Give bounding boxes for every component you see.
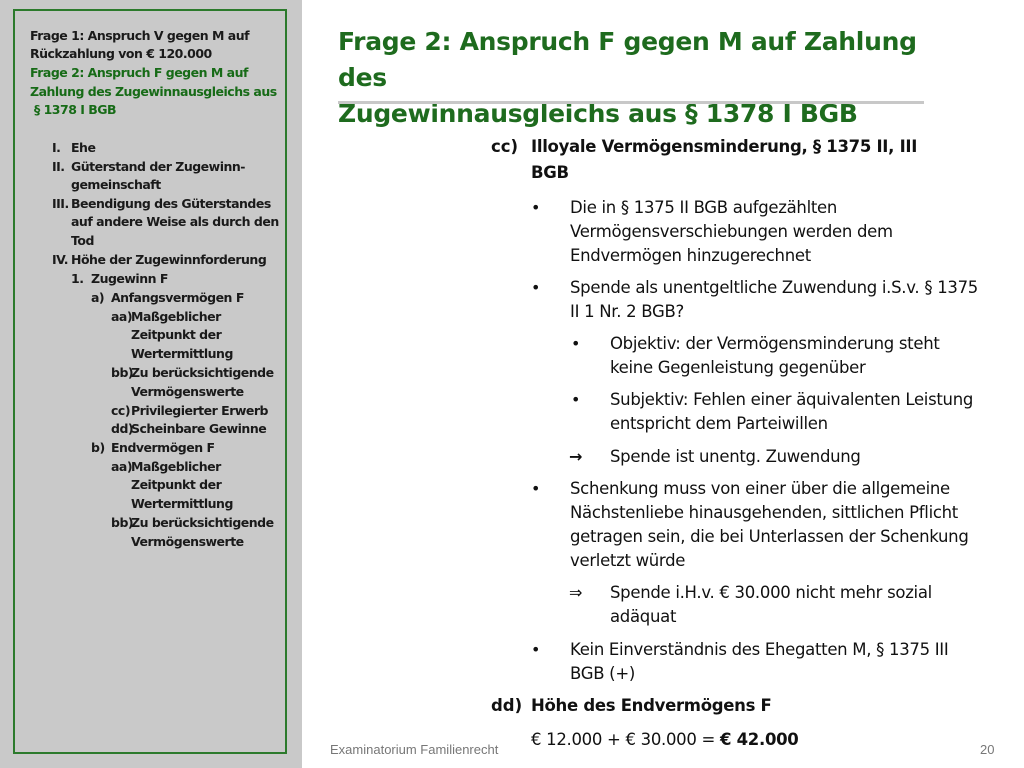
page-title-line2: Zugewinnausgleichs aus § 1378 I BGB	[338, 99, 858, 128]
outline-item-vermoegenswerte-cont: Vermögenswerte	[131, 384, 244, 399]
bullet-icon: •	[531, 479, 541, 498]
outline-num: III.	[52, 196, 69, 211]
section-heading-cc-cont: BGB	[531, 163, 569, 182]
bullet-text: Objektiv: der Vermögensminderung steht	[610, 334, 940, 353]
outline-item-gueterstand-cont: gemeinschaft	[71, 177, 161, 192]
calculation-terms: € 12.000 + € 30.000 =	[531, 730, 720, 749]
outline-item-zeitpunkt-cont: Zeitpunkt der	[131, 327, 222, 342]
conclusion-text: adäquat	[610, 607, 677, 626]
outline-num: aa)	[111, 459, 133, 474]
bullet-text: Kein Einverständnis des Ehegatten M, § 1375 III	[570, 640, 949, 659]
outline-num: dd)	[111, 421, 134, 436]
bullet-text: getragen sein, die bei Unterlassen der Schenkung	[570, 527, 969, 546]
bullet-text: BGB (+)	[570, 664, 635, 683]
outline-num: bb)	[111, 515, 134, 530]
bullet-text: Schenkung muss von einer über die allgemeine	[570, 479, 950, 498]
section-label-dd: dd)	[491, 696, 523, 715]
outline-num: b)	[91, 440, 105, 455]
section-heading-cc: Illoyale Vermögensminderung, § 1375 II, III	[531, 137, 918, 156]
sidebar-frage2-line3: § 1378 I BGB	[34, 102, 117, 117]
outline-item-zeitpunkt: Maßgeblicher	[131, 309, 221, 324]
outline-item-zeitpunkt-cont: Wertermittlung	[131, 346, 233, 361]
calculation-result: € 42.000	[719, 730, 799, 749]
bullet-icon: •	[531, 278, 541, 297]
bullet-text: Spende als unentgeltliche Zuwendung i.S.v. § 1375	[570, 278, 979, 297]
outline-item-ehe: Ehe	[71, 140, 96, 155]
outline-item-zeitpunkt-end-cont: Zeitpunkt der	[131, 477, 222, 492]
section-label-cc: cc)	[491, 137, 519, 156]
outline-item-vermoegenswerte: Zu berücksichtigende	[131, 365, 274, 380]
bullet-text: keine Gegenleistung gegenüber	[610, 358, 866, 377]
bullet-text: verletzt würde	[570, 551, 686, 570]
sidebar-frage2-line2: Zahlung des Zugewinnausgleichs aus	[30, 84, 277, 99]
bullet-icon: •	[531, 198, 541, 217]
outline-num: IV.	[52, 252, 68, 267]
outline-num: II.	[52, 159, 65, 174]
outline-item-zugewinn: Zugewinn F	[91, 271, 168, 286]
outline-item-scheinbar: Scheinbare Gewinne	[131, 421, 267, 436]
bullet-text: Subjektiv: Fehlen einer äquivalenten Leistung	[610, 390, 974, 409]
outline-item-vermoegenswerte-end: Zu berücksichtigende	[131, 515, 274, 530]
implies-arrow-icon: ⇒	[569, 583, 583, 602]
outline-item-beendigung-cont: auf andere Weise als durch den	[71, 214, 279, 229]
outline-item-gueterstand: Güterstand der Zugewinn-	[71, 159, 245, 174]
outline-item-zeitpunkt-end: Maßgeblicher	[131, 459, 221, 474]
bullet-text: Nächstenliebe hinausgehenden, sittlichen Pflicht	[570, 503, 958, 522]
calculation	[531, 728, 798, 752]
page-title-line1: Frage 2: Anspruch F gegen M auf Zahlung des	[338, 27, 917, 92]
bullet-text: II 1 Nr. 2 BGB?	[570, 302, 684, 321]
sidebar-frage1-line1: Frage 1: Anspruch V gegen M auf	[30, 28, 250, 43]
outline-item-beendigung-cont: Tod	[71, 233, 94, 248]
bullet-text: entspricht dem Parteiwillen	[610, 414, 828, 433]
bullet-text: Vermögensverschiebungen werden dem	[570, 222, 893, 241]
page-number: 20	[980, 742, 995, 757]
arrow-right-icon: →	[569, 447, 583, 466]
conclusion-text: Spende i.H.v. € 30.000 nicht mehr sozial	[610, 583, 932, 602]
outline-num: I.	[52, 140, 61, 155]
outline-item-endvermoegen: Endvermögen F	[111, 440, 215, 455]
outline-item-zeitpunkt-end-cont: Wertermittlung	[131, 496, 233, 511]
bullet-icon: •	[571, 390, 581, 409]
section-heading-dd: Höhe des Endvermögens F	[531, 696, 772, 715]
outline-num: cc)	[111, 403, 131, 418]
title-divider	[338, 101, 924, 104]
outline-item-hoehe: Höhe der Zugewinnforderung	[71, 252, 267, 267]
page-title	[338, 24, 938, 132]
outline-num: a)	[91, 290, 105, 305]
outline-item-vermoegenswerte-end-cont: Vermögenswerte	[131, 534, 244, 549]
bullet-text: Die in § 1375 II BGB aufgezählten	[570, 198, 838, 217]
outline-num: aa)	[111, 309, 133, 324]
sidebar-frage1-line2: Rückzahlung von € 120.000	[30, 46, 212, 61]
outline-item-anfangsvermoegen: Anfangsvermögen F	[111, 290, 244, 305]
footer-title: Examinatorium Familienrecht	[330, 742, 499, 757]
bullet-text: Endvermögen hinzugerechnet	[570, 246, 811, 265]
conclusion-text: Spende ist unentg. Zuwendung	[610, 447, 861, 466]
outline-item-beendigung: Beendigung des Güterstandes	[71, 196, 271, 211]
sidebar-frage2-line1: Frage 2: Anspruch F gegen M auf	[30, 65, 248, 80]
bullet-icon: •	[531, 640, 541, 659]
outline-num: 1.	[71, 271, 84, 286]
bullet-icon: •	[571, 334, 581, 353]
outline-item-privilegiert: Privilegierter Erwerb	[131, 403, 268, 418]
outline-num: bb)	[111, 365, 134, 380]
